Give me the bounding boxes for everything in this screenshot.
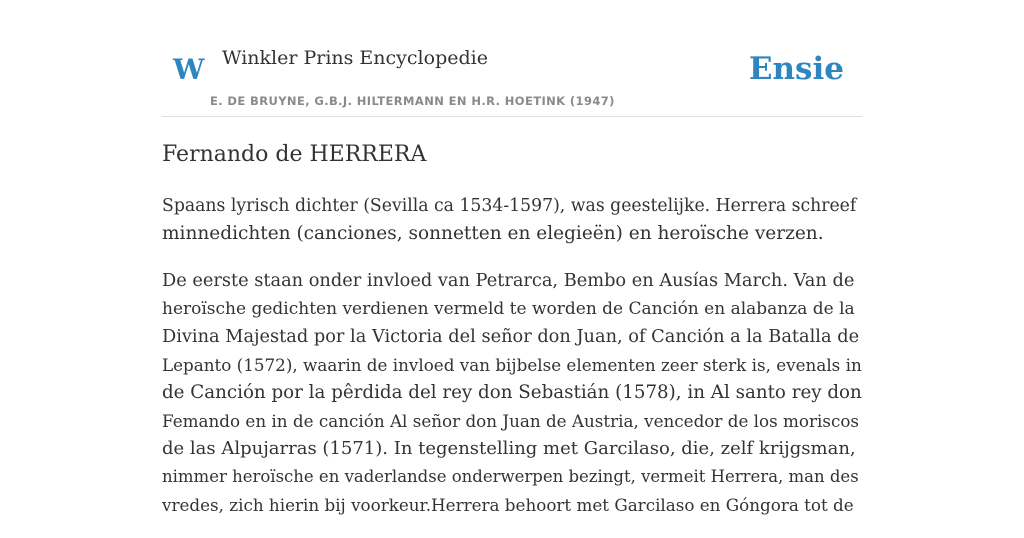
paragraph-line: vredes, zich hierin bij voorkeur.Herrera behoort met Garcilaso en Góngora tot de <box>162 495 854 515</box>
winkler-prins-logo[interactable]: W <box>173 53 205 86</box>
paragraph-line: nimmer heroïsche en vaderlandse onderwerpen bezingt, vermeit Herrera, man des <box>162 467 859 486</box>
article-body <box>162 192 862 538</box>
article-paragraph <box>162 267 862 519</box>
page <box>162 0 862 515</box>
paragraph-line: Spaans lyrisch dichter (Sevilla ca 1534-1597), was geestelijke. Herrera schreef <box>162 196 857 216</box>
paragraph-line: Femando en in de canción Al señor don Juan de Austria, vencedor de los moriscos <box>162 411 860 431</box>
paragraph-line: heroïsche gedichten verdienen vermeld te worden de Canción en alabanza de la <box>162 299 855 319</box>
article-paragraph <box>162 192 862 248</box>
publication-authors: E. DE BRUYNE, G.B.J. HILTERMANN EN H.R. HOETINK (1947) <box>210 94 615 108</box>
paragraph-line: minnedichten (canciones, sonnetten en elegieën) en heroïsche verzen. <box>162 223 824 244</box>
ensie-brand-link[interactable]: Ensie <box>748 51 844 87</box>
paragraph-line: De eerste staan onder invloed van Petrarca, Bembo en Ausías March. Van de <box>162 271 855 291</box>
paragraph-line: de Canción por la pêrdida del rey don Sebastián (1578), in Al santo rey don <box>162 382 862 403</box>
paragraph-line: de las Alpujarras (1571). In tegenstelling met Garcilaso, die, zelf krijgsman, <box>162 438 856 459</box>
article-title: Fernando de HERRERA <box>162 142 427 167</box>
site-header <box>162 0 862 117</box>
paragraph-line: Divina Majestad por la Victoria del señor don Juan, of Canción a la Batalla de <box>162 327 860 347</box>
paragraph-line: Lepanto (1572), waarin de invloed van bijbelse elementen zeer sterk is, evenals in <box>162 355 862 375</box>
publication-title-link[interactable]: Winkler Prins Encyclopedie <box>222 47 488 69</box>
